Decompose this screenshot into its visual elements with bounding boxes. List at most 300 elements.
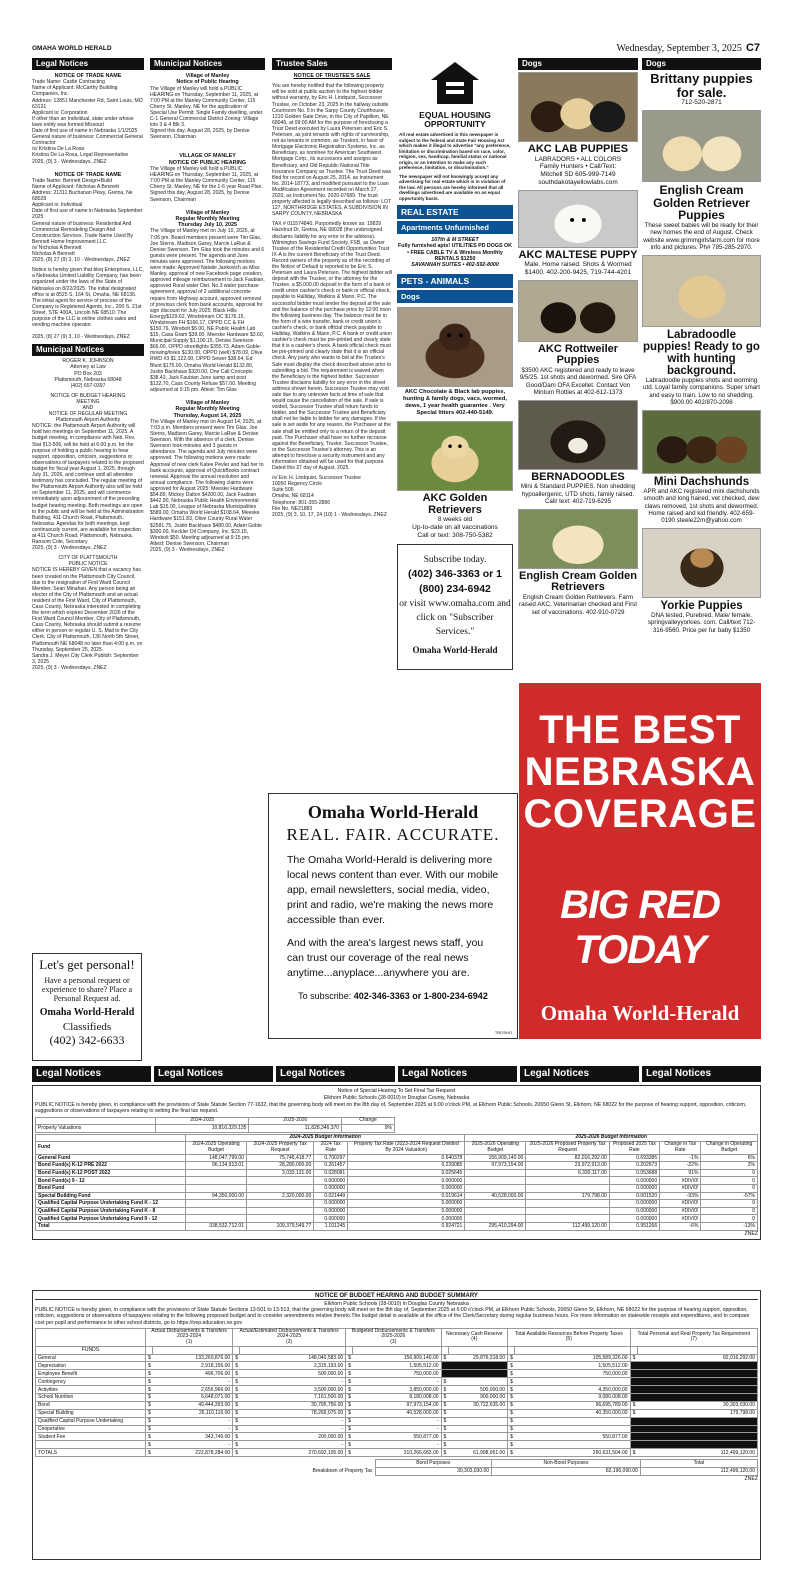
table-cell: 0.924721 bbox=[348, 1222, 465, 1230]
table-cell: 97,973,154.00 bbox=[465, 1162, 526, 1170]
table-cell: 6% bbox=[701, 1154, 758, 1162]
table-row bbox=[36, 1215, 758, 1223]
dog-photo-golden-puppies bbox=[642, 110, 761, 182]
table-cell: 30,722,635.00 bbox=[448, 1401, 507, 1409]
promo-subscribe: To subscribe: 402-346-3363 or 1-800-234-6942 bbox=[298, 991, 488, 1001]
table-row bbox=[36, 1200, 758, 1208]
table-cell: -6% bbox=[660, 1222, 701, 1230]
table-cell: 3,850,000.00 bbox=[353, 1386, 441, 1394]
table-cell bbox=[186, 1177, 247, 1185]
table-cell: 0.000000 bbox=[348, 1184, 465, 1192]
section-header-dogs: Dogs bbox=[642, 58, 761, 70]
table-cell: Activities bbox=[36, 1386, 146, 1394]
table-row: Student Fee $ 343,746.00 $ 200,000.00 $ 550,877.00 $ $ 550,877.00 $ bbox=[36, 1433, 758, 1441]
notice-title: NOTICE OF TRUSTEE'S SALE bbox=[293, 73, 371, 79]
table-cell: 0.693385 bbox=[609, 1154, 659, 1162]
table-row: General $ 133,260,876.00 $ 148,040,583.00 $ 156,909,140.00 $ 29,876,318.00 $ 105,589,326.00 $ 82,016,292.00 bbox=[36, 1354, 758, 1362]
table-cell: -1% bbox=[660, 1154, 701, 1162]
table-cell: 82,016,292.00 bbox=[526, 1154, 609, 1162]
table-cell bbox=[246, 1200, 313, 1208]
notice-text: The Village of Manley met on August 14, 2025, at 7:03 p.m. Members present were Tim Glas, Joe Sterns, Madison Garey, Marcie LaRue & Denise Swenson. With the absence of a clerk, Denise Swenson took minutes and 3 guests in attendance. The agenda and July minutes were approved. The following motions were made: Approval of new clerk Katee Pevler and had her to bank accounts, approval of QuickBooks contract renewal. Approval the annual resolution and annual compliance. The following claims were approved for August 2025: Meeske Hardware $54.89, Mickey Dalton $4200.00, Jack Faubian $442.90, Nebraska Public Health Environmental Lab $15.00, League of Nebraska Municipalities $589.00, Omaha World Herald $108.64, Meeske Hardware $151.83, Olive County Rural Water $2581.75, Justin Backhaus $480.00, Adam Goble $300.00, Keckler Oil Company, Inc. $23.15, Wirebolt $50. Meeting adjourned at 9:15 pm. Attest: Denise Swenson, Chairman 2025, (9) 3 - Wednesdays, ZNEZ bbox=[150, 418, 264, 553]
dog-ad-text: Male. Home raised. Shots & Wormed $1400. 402-200-9425, 719-744-4201 bbox=[524, 261, 632, 277]
table-cell: 23,972,913.00 bbox=[526, 1162, 609, 1170]
subscription-promo bbox=[268, 793, 518, 1039]
table-cell: 0.000000 bbox=[348, 1200, 465, 1208]
dog-photo-maltese bbox=[518, 190, 638, 248]
table-row bbox=[36, 1184, 758, 1192]
table-cell: 91% bbox=[660, 1169, 701, 1177]
table-cell bbox=[526, 1177, 609, 1185]
table-header: 2024 Tax Rate bbox=[314, 1142, 348, 1154]
table-cell: 295,410,294.00 bbox=[465, 1222, 526, 1230]
table-cell: 550,877.00 bbox=[353, 1433, 441, 1441]
table-cell: 179,798.00 bbox=[637, 1409, 757, 1417]
notice-title: Village of Manley Notice of Public Hearing bbox=[176, 73, 239, 86]
table-cell bbox=[186, 1207, 247, 1215]
dog-ad-title: Brittany puppies for sale. bbox=[650, 71, 753, 100]
table-cell: 97,973,154.00 bbox=[353, 1401, 441, 1409]
table-cell bbox=[637, 1433, 757, 1441]
apartment-ad: 107th & M STREET Fully furnished apts! UTILITIES PD DOGS OK • FREE CABLE TV & Wireless Monthly RENTALS $1250 SAVANNAH SUITES • 402-592-8000 bbox=[398, 237, 512, 269]
table-cell: 30,795,756.00 bbox=[240, 1401, 346, 1409]
table-cell: 0.700297 bbox=[314, 1154, 348, 1162]
table-cell bbox=[246, 1184, 313, 1192]
omaha-logo: Omaha World-Herald bbox=[307, 802, 479, 822]
table-cell: 2,918,156.00 bbox=[153, 1362, 233, 1370]
table-cell: 0.951266 bbox=[609, 1222, 659, 1230]
table-cell: 112,499,120.00 bbox=[526, 1222, 609, 1230]
table-cell: 28,280,000.00 bbox=[246, 1162, 313, 1170]
table-cell: 0.000000 bbox=[314, 1184, 348, 1192]
tax-notice-subtitle: Elkhorn Public Schools (28-0010) in Douglas County, Nebraska bbox=[323, 1094, 470, 1101]
table-cell: 200,000.00 bbox=[240, 1433, 346, 1441]
table-cell: 500,000.00 bbox=[448, 1386, 507, 1394]
table-cell: - bbox=[240, 1378, 346, 1386]
tax-hearing-notice bbox=[32, 1085, 761, 1240]
section-header-municipal-notices: Municipal Notices bbox=[150, 58, 265, 70]
table-cell: - bbox=[353, 1425, 441, 1433]
table-cell: 0.000000 bbox=[348, 1177, 465, 1185]
equal-housing-text: The newspaper will not knowingly accept any advertising for real estate which is in violation of the law. All persons are hereby informed that all dwellings advertised are available on an equal opportunity basis. bbox=[399, 173, 506, 201]
table-header: 2025-2026 Proposed Property Tax Request bbox=[526, 1142, 609, 1154]
table-cell: 3,033,131.00 bbox=[246, 1169, 313, 1177]
budget-title: NOTICE OF BUDGET HEARING AND BUDGET SUMMARY bbox=[35, 1293, 758, 1300]
table-cell bbox=[448, 1425, 507, 1433]
dog-ad-text: 712-520-2871 bbox=[681, 99, 722, 107]
promo-body: And with the area's largest news staff, you can trust our coverage of the real news anytime...anyplace...anywhere you are. bbox=[287, 937, 484, 979]
table-cell bbox=[246, 1207, 313, 1215]
table-cell: 30,303,030.00 bbox=[637, 1401, 757, 1409]
table-cell: 900,000.00 bbox=[448, 1394, 507, 1402]
subscribe-box bbox=[397, 544, 513, 670]
notice-text: The Village of Manley met on July 10, 2025, at 7:06 pm. Board members present were Tim Glas, Joe Sterns, Madison Garey, Marcie LaRue & Denise Swenson. Tim Glas took the minutes and 6 guests were present. The agenda and June minutes were approved. The following motions were made: Approved Natalie Jankovich as Miss Manley, approval of new Facebook page creation, approved mileage reimbursement to Jack Faubian, approved Rural water Dist. No.3 water purchase agreement, approval of 2 additional concrete repairs from Highway account, approved removal of previous clerk from bank accounts, approval for sign discount for July 2025: Black Hills Energy$129.62, Windstream OC $176.15, Windstream FH $166.17, OPPD CC & FH $150.76, Wirebolt $5.00, NE Public Health Lab $15, Casa Gram $39.00, Meeske Hardware $3.60, Municipal Supply $1,100.15, Denise Swenson $66.00, OPPD streetlights $355.73, Adam Goble-mowing/trees $130.00, OPPD (well) $78.09, Olive RWD #3 $1,122.00, OPPD Sewer $38.64, Ed Blunt $175.00, Omaha World Herald $132.80, Justin Backhaus $320.00, One Call Concepts $38.43, Jack Faubian June samp and post $132.70, Cass County Refuse $57.00. Meeting adjourned at 9:15 pm. Attest: Tim Glas bbox=[150, 228, 267, 393]
equal-housing-text: All real estate advertised in this newspaper is subject to the federal and state Fair Housing Act which makes it illegal to advertise "any preference, limitation or discrimination based on race, color, religion, sex, handicap, familial status or national origin, or an intention to make any such preference, limitation, or discrimination." bbox=[399, 132, 511, 170]
table-cell: 156,909,140.00 bbox=[353, 1354, 441, 1362]
table-cell bbox=[246, 1177, 313, 1185]
section-header-trustee-sales: Trustee Sales bbox=[272, 58, 392, 70]
table-cell: 0 bbox=[701, 1200, 758, 1208]
dog-ad-title: AKC Rottweiler Puppies bbox=[537, 342, 619, 367]
table-cell: Cooperative bbox=[36, 1425, 146, 1433]
table-cell: 8,180,008.00 bbox=[353, 1394, 441, 1402]
section-header-legal-notices: Legal Notices bbox=[154, 1066, 273, 1082]
table-cell bbox=[465, 1215, 526, 1223]
table-cell: - bbox=[153, 1441, 233, 1449]
table-cell bbox=[515, 1378, 630, 1386]
table-cell bbox=[186, 1184, 247, 1192]
dog-ad-text: LABRADORS • ALL COLORS Family Hunters • Call/Text: Mitchell SD 605-999-7149 southdakotayellowlabs.com bbox=[534, 155, 622, 186]
table-cell: 0.000000 bbox=[609, 1177, 659, 1185]
table-cell: 6,648,071.00 bbox=[153, 1394, 233, 1402]
table-cell bbox=[448, 1433, 507, 1441]
table-cell: 0.000000 bbox=[348, 1207, 465, 1215]
page-number: C7 bbox=[745, 42, 760, 54]
table-cell: 0 bbox=[701, 1184, 758, 1192]
table-cell: TOTALS bbox=[36, 1449, 146, 1457]
table-cell: - bbox=[353, 1417, 441, 1425]
table-row: Depreciation $ 2,918,156.00 $ 2,315,193.00 $ 1,505,512.00 $ $ 1,505,512.00 $ bbox=[36, 1362, 758, 1370]
notice-text: NOTICE IS HEREBY GIVEN that a vacancy has been created on the Plattsmouth City Council, due to the resignation of First Ward Council Member, Sean Minahan. Any person being an elector of the City of Plattsmouth and an actual resident of the First Ward, City of Plattsmouth, Cass County, Nebraska interested in completing the term which expires December 2026 of the First Ward Council Member, City of Plattsmouth, Cass County, Nebraska should submit a resume either in person or regular U. S. Mail to the City Clerk, City of Plattsmouth, 136 North 5th Street, Plattsmouth NE 68048 no later than 4:00 p.m. on Thursday, September 25, 2025. Sandra J. Meyer City Clerk Publish: September 3, 2025 2025, (9) 3 - Wednesdays, ZNEZ bbox=[32, 567, 143, 671]
table-cell bbox=[637, 1417, 757, 1425]
table-cell bbox=[465, 1207, 526, 1215]
dog-ad-title: English Cream Golden Retriever Puppies bbox=[653, 183, 750, 223]
table-cell: 75,746,418.77 bbox=[246, 1154, 313, 1162]
table-cell: 343,746.00 bbox=[153, 1433, 233, 1441]
table-cell bbox=[526, 1215, 609, 1223]
table-cell bbox=[526, 1207, 609, 1215]
table-cell bbox=[465, 1200, 526, 1208]
table-row: Employee Benefit $ 496,706.00 $ 500,000.00 $ 750,000.00 $ $ 750,000.00 $ bbox=[36, 1370, 758, 1378]
table-cell: 133,260,876.00 bbox=[153, 1354, 233, 1362]
table-cell bbox=[637, 1370, 757, 1378]
table-cell: 112,499,120.00 bbox=[637, 1449, 757, 1457]
table-cell: 94,350,000.00 bbox=[186, 1192, 247, 1200]
dog-ad-chocolate-lab: AKC Chocolate & Black lab puppies, hunting & family dogs, vacs, wormed, dews, 1 year health guarantee . Very Special litters 402-440-5149. bbox=[402, 389, 508, 417]
section-header-legal-notices: Legal Notices bbox=[642, 1066, 761, 1082]
section-header-municipal-notices: Municipal Notices bbox=[32, 344, 144, 356]
table-cell: 49,444,393.00 bbox=[153, 1401, 233, 1409]
table-row bbox=[36, 1154, 758, 1162]
dog-ad-title: BERNADOODLES bbox=[531, 470, 625, 483]
table-cell: - bbox=[153, 1425, 233, 1433]
table-header: 2024-2025 Operating Budget bbox=[186, 1142, 247, 1154]
dog-ad-text: Labradoodle puppies shots and worming utd. Loyal family companions. Super smart and easy to train. Low to no shedding. $900.00 402/870-2098 bbox=[643, 376, 760, 407]
table-cell: 0 bbox=[701, 1207, 758, 1215]
personal-ad bbox=[32, 953, 142, 1061]
table-cell: 0.000000 bbox=[348, 1215, 465, 1223]
budget-summary-table bbox=[35, 1328, 758, 1457]
table-cell: - bbox=[240, 1425, 346, 1433]
dog-ad-text: $3500 AKC registered and ready to leave 9/5/25. 1st shots and dewormed. Sire OFA Good/Dam OFA Excellet. Contact Von Minturn Rotties at 402-612-1373 bbox=[519, 366, 637, 397]
table-cell: 0 bbox=[701, 1177, 758, 1185]
personal-ad-text: Have a personal request or experience to share? Place a Personal Request ad. bbox=[41, 976, 133, 1003]
table-row bbox=[36, 1222, 758, 1230]
dog-photo-yorkie bbox=[642, 528, 761, 598]
table-cell: #DIV/0! bbox=[660, 1177, 701, 1185]
dog-ad-title: AKC MALTESE PUPPY bbox=[518, 248, 638, 261]
notice-text: The Village of Manley will hold a PUBLIC HEARING on Thursday, September 11, 2025, at 7:00 PM at the Manley Community Center, 115 Cherry St. Manley, NE for the application of Special Use Permit; Single Family dwelling, under C-1 General Commercial District Zoning: Village lots 3 & 4 Blk 3. Signed this day, August 28, 2025, by Denise Swenson, Chairman bbox=[150, 85, 263, 141]
table-cell: -13% bbox=[701, 1222, 758, 1230]
notice-text: ROGER K. JOHNSON Attorney at Law PO Box 203 Plattsmouth, Nebraska 68048 (402) 657-0397 bbox=[54, 358, 122, 389]
table-row bbox=[36, 1207, 758, 1215]
table-cell: 270,692,105.00 bbox=[240, 1449, 346, 1457]
table-cell: - bbox=[353, 1441, 441, 1449]
notice-text: Trade Name: Castle Contracting Name of Applicant: McCarthy Building Companies, Inc. Address: 12851 Manchester Rd, Saint Louis, MO 63131 Applicant is: Corporation If other than an Individual, state under whose laws entity was formed Missouri Date of first use of name in Nebraska 1/1/2025 General nature of business: Commercial General Contractor /s/ Kristina De La Rosa Kristina De La Rosa, Legal Representative 2025, (9) 3 - Wednesdays, ZNEZ bbox=[32, 79, 143, 165]
table-cell: 0.025645 bbox=[348, 1169, 465, 1177]
promo-body: The Omaha World-Herald is delivering more local news content than ever. With our mobile app, email newsletters, social media, video, print and radio, we're making the news more accessible than ever. bbox=[287, 854, 499, 926]
personal-ad-title: Let's get personal! bbox=[39, 957, 135, 972]
tax-notice-title: Notice of Special Hearing To Set Final Tax Request bbox=[337, 1088, 456, 1094]
red-ad-slogan: BIG RED TODAY bbox=[560, 883, 720, 972]
table-cell: -93% bbox=[660, 1192, 701, 1200]
section-header-apartments: Apartments Unfurnished bbox=[397, 221, 513, 234]
column-dogs-2 bbox=[642, 58, 761, 680]
table-cell: 0.239085 bbox=[348, 1162, 465, 1170]
classifieds-phone: (402) 342-6633 bbox=[49, 1033, 125, 1047]
notice-title: CITY OF PLATTSMOUTH PUBLIC NOTICE bbox=[58, 555, 118, 568]
column-trustee-sales bbox=[272, 58, 392, 788]
table-cell: #DIV/0! bbox=[660, 1215, 701, 1223]
dog-ad-title: Yorkie Puppies bbox=[660, 599, 743, 612]
table-cell: 96,695,789.00 bbox=[515, 1401, 630, 1409]
dog-ad-text: DNA tested, Purebred. Male/ female. springvalleyyorkies. com. Call/text 712-316-9560. Price per fur baby $1350 bbox=[647, 611, 756, 634]
table-cell: 0.001520 bbox=[609, 1192, 659, 1200]
table-header: Fund bbox=[36, 1142, 186, 1154]
table-cell bbox=[448, 1370, 507, 1378]
dog-ad-title: AKC LAB PUPPIES bbox=[527, 143, 629, 155]
dog-photo-chocolate-lab bbox=[397, 307, 513, 387]
table-cell: 0 bbox=[701, 1215, 758, 1223]
table-cell: 0.028081 bbox=[314, 1169, 348, 1177]
table-cell: Special Building bbox=[36, 1409, 146, 1417]
equal-housing-icon bbox=[429, 60, 481, 106]
table-cell bbox=[637, 1378, 757, 1386]
table-cell bbox=[246, 1215, 313, 1223]
table-cell bbox=[515, 1441, 630, 1449]
dog-ad-title: AKC Golden Retrievers bbox=[422, 492, 488, 516]
budget-subtitle: Elkhorn Public Schools (28-0010) in Douglas County Nebraska bbox=[324, 1301, 469, 1307]
table-row: Activities $ 2,656,966.00 $ 3,500,000.00 $ 3,850,000.00 $ 500,000.00 $ 4,350,000.00 $ bbox=[36, 1386, 758, 1394]
dog-ad-text: 8 weeks old Up-to-date on all vaccinations Call or text: 308-750-5382 bbox=[412, 516, 498, 539]
classifieds-label: Classifieds bbox=[62, 1021, 112, 1033]
table-row bbox=[36, 1177, 758, 1185]
table-header bbox=[36, 1328, 146, 1346]
table-cell: 2,315,193.00 bbox=[240, 1362, 346, 1370]
table-cell: 0.053688 bbox=[609, 1169, 659, 1177]
table-cell: 40,528,000.00 bbox=[353, 1409, 441, 1417]
table-cell: 78,269,075.00 bbox=[240, 1409, 346, 1417]
legal-notices-bar bbox=[32, 1066, 761, 1082]
paper-name: OMAHA WORLD HERALD bbox=[32, 45, 112, 52]
table-cell bbox=[36, 1441, 146, 1449]
section-header-legal-notices: Legal Notices bbox=[32, 58, 144, 70]
table-cell: Contingency bbox=[36, 1378, 146, 1386]
table-cell: 2,320,000.00 bbox=[246, 1192, 313, 1200]
table-cell bbox=[448, 1378, 507, 1386]
table-row: School Nutrition $ 6,648,071.00 $ 7,161,500.00 $ 8,180,008.00 $ 900,000.00 $ 9,080,008.00 $ bbox=[36, 1394, 758, 1402]
table-cell: Special Building Fund bbox=[36, 1192, 186, 1200]
notice-title: VILLAGE OF MANLEY NOTICE OF PUBLIC HEARING bbox=[168, 153, 247, 166]
table-cell: 148,047,799.00 bbox=[186, 1154, 247, 1162]
table-cell bbox=[515, 1425, 630, 1433]
table-header: Actual Disbursements & Transfers 2023-2024 (1) bbox=[146, 1328, 233, 1346]
notice-code: ZNEZ bbox=[744, 1475, 758, 1482]
table-cell: 750,000.00 bbox=[353, 1370, 441, 1378]
omaha-logo: Omaha World-Herald bbox=[412, 644, 498, 655]
table-cell: #DIV/0! bbox=[660, 1200, 701, 1208]
table-header: Change in Operating Budget bbox=[701, 1142, 758, 1154]
table-row: TOTALS $ 222,878,284.00 $ 270,692,105.00 $ 310,266,683.00 $ 61,998,951.00 $ 260,631,504.00 $ 112,499,120.00 bbox=[36, 1449, 758, 1457]
notice-title: NOTICE OF BUDGET HEARING MEETING AND NOTICE OF REGULAR MEETING Plattsmouth Airport Authority bbox=[48, 392, 128, 424]
table-cell: 0.000000 bbox=[609, 1215, 659, 1223]
notice-text: NOTICE: the Plattsmouth Airport Authority will hold two meetings on September 11, 2025. A budget meeting, in compliance with Neb. Rev. Stat §13-506, will be held at 6:00 p.m. for the purpose of holding a public hearing to hear support, opposition, criticism, suggestions or observations of taxpayers related to the proposed budget for fiscal year August 1, 2025, through July 31, 2026, and continue until all attendee testimony has concluded. The regular meeting of the Plattsmouth Airport Authority also will be held on September 11, 2025, and will commence immediately upon adjournment of the preceding budget hearing meeting. Both meetings are open to the public and will be held at the Administration Building, 411 Church Road, Plattsmouth, Nebraska. Agendas for both meetings, kept continuously current, are available for inspection at 411 Church Road, Plattsmouth, Nebraska. Ransom Cole, Secretary 2025, (9) 3 - Wednesdays, ZNEZ bbox=[32, 423, 144, 552]
table-cell: 7,161,500.00 bbox=[240, 1394, 346, 1402]
table-cell: - bbox=[240, 1441, 346, 1449]
table-cell bbox=[637, 1441, 757, 1449]
table-cell: - bbox=[153, 1378, 233, 1386]
table-cell: 0.202673 bbox=[609, 1162, 659, 1170]
table-cell: 550,877.00 bbox=[515, 1433, 630, 1441]
dog-photo-labradoodle bbox=[642, 255, 761, 327]
table-cell: -57% bbox=[701, 1192, 758, 1200]
table-cell: 6,330,117.00 bbox=[526, 1169, 609, 1177]
equal-housing-title: EQUAL HOUSING OPPORTUNITY bbox=[419, 110, 491, 129]
table-header: Actual/Estimated Disbursements & Transfers 2024-2025 (2) bbox=[233, 1328, 346, 1346]
section-header-real-estate: REAL ESTATE bbox=[397, 205, 513, 219]
table-cell: Qualified Capital Purpose Undertaking Fund K - 8 bbox=[36, 1207, 186, 1215]
table-cell: 310,266,683.00 bbox=[353, 1449, 441, 1457]
funds-label: FUNDS bbox=[36, 1346, 146, 1354]
table-cell bbox=[526, 1200, 609, 1208]
table-cell: 500,000.00 bbox=[240, 1370, 346, 1378]
equal-housing-box bbox=[397, 58, 513, 203]
table-row: Qualified Capital Purpose Undertaking $ - $ - $ - $ $ $ bbox=[36, 1417, 758, 1425]
table-cell: 96,134,913.01 bbox=[186, 1162, 247, 1170]
section-header-legal-notices: Legal Notices bbox=[398, 1066, 517, 1082]
table-cell: 0.640378 bbox=[348, 1154, 465, 1162]
table-cell: 26,110,116.00 bbox=[153, 1409, 233, 1417]
table-cell bbox=[186, 1215, 247, 1223]
column-municipal-notices bbox=[150, 58, 265, 788]
table-cell: 9,080,008.00 bbox=[515, 1394, 630, 1402]
notice-title: Village of Manley Regular Monthly Meeting Thursday July 10, 2025 bbox=[175, 209, 240, 229]
table-cell: 105,589,326.00 bbox=[515, 1354, 630, 1362]
table-cell: 0.021449 bbox=[314, 1192, 348, 1200]
dog-photo-dachshund bbox=[642, 410, 761, 474]
table-cell: 1.011245 bbox=[314, 1222, 348, 1230]
table-cell: 260,631,504.00 bbox=[515, 1449, 630, 1457]
table-cell: -22% bbox=[660, 1162, 701, 1170]
column-legal-notices bbox=[32, 58, 144, 948]
section-header-legal-notices: Legal Notices bbox=[520, 1066, 639, 1082]
table-cell: 0.000000 bbox=[314, 1215, 348, 1223]
dog-ad-text: These sweet babies will be ready for their new homes the end of August. Check website www.grimmgirlsfarm.com for more info and pictures. Ph# 785-285-2970. bbox=[643, 221, 760, 252]
table-cell: 3,500,000.00 bbox=[240, 1386, 346, 1394]
notice-code: ZNEZ bbox=[744, 1230, 758, 1237]
property-valuation-table: 2024-2025 2025-2026 Change Property Valuations 10,816,329,135 11,828,346,370 9% bbox=[35, 1117, 395, 1133]
table-header: Total Available Resources Before Property Taxes (5) bbox=[508, 1328, 630, 1346]
table-cell: 61,998,951.00 bbox=[448, 1449, 507, 1457]
table-row bbox=[36, 1162, 758, 1170]
table-cell: 222,878,284.00 bbox=[153, 1449, 233, 1457]
table-cell: - bbox=[240, 1417, 346, 1425]
table-cell: 82,016,292.00 bbox=[637, 1354, 757, 1362]
notice-text: TAX # 011574840. Purportedly known as: 19829 Hazelnut Dr, Gretna, NE 68028 (the undersigned disclaims liability for any error in the address). Wilmington Savings Fund Society, FSB, as Owner Trustee of the Residential Credit Opportunities Trust IX-A is the current Beneficiary of the Trust Deed. Record owners of the property as of the recording of the Notice of Default is reported to be Eric S. Petersen and Laura Petersen. The highest bidder will deposit with the Trustee, or the attorney for the Trustee, a $5,000.00 deposit in the form of a bank or credit union cashier's check or bank or official check, payable to Halliday, Watkins & Mann, P.C. The successful bidder must tender the deposit at the sale and the balance of the purchase price by 12:00 noon the following business day. The balance must be in the form of a wire transfer, bank or credit union's cashier's check, or bank official check payable to Halliday, Watkins & Mann, P.C. A bank or credit union cashier's check must be pre-printed and clearly state that it is a cashier's check. A bank official check must be pre-printed and clearly state that it is an official check. Any party who wants to bid at the Trustee's Sale must display the check described above prior to submitting a bid. The requirement is waived when the Beneficiary is the highest bidder. Successor Trustee disclaims liability for any error in the street address shown herein. Successor Trustee may void sale due to any unknown facts at time of sale that would cause the cancellation of the sale. If sale is voided, Successor Trustee shall return funds to bidder, and the Successor Trustee and Beneficiary shall not be liable to bidder for any damages. If the sale is set aside for any reason, the Purchaser at the sale shall be entitled only to a return of the deposit paid. The Purchaser shall have no further recourse against the Beneficiary, Trustor, Successor Trustee, or the Successor Trustee's attorney. This is an attempt to foreclose a security instrument and any information obtained will be used for that purpose. Dated this 27 day of August, 2025. bbox=[272, 221, 394, 472]
table-cell: General Fund bbox=[36, 1154, 186, 1162]
table-cell: 496,706.00 bbox=[153, 1370, 233, 1378]
section-header-legal-notices: Legal Notices bbox=[32, 1066, 151, 1082]
table-cell: 0.000000 bbox=[314, 1207, 348, 1215]
table-cell: - bbox=[353, 1378, 441, 1386]
dog-photo-english-cream bbox=[518, 509, 638, 569]
dog-photo-golden-retriever bbox=[397, 421, 513, 491]
dog-ad-text: APR and AKC registered mini dachshunds smooth and long haired, vet checked, dew claws removed, 1st shots and dewormed. Home raised and kid friendly. 402-659-0190 steele22m@yahoo.com bbox=[643, 487, 760, 525]
table-cell bbox=[448, 1417, 507, 1425]
table-header: Property Tax Rate (2023-2024 Request Divided By 2024 Valuation) bbox=[348, 1142, 465, 1154]
table-cell: Qualified Capital Purpose Undertaking bbox=[36, 1417, 146, 1425]
dog-ad-title: Labradoodle puppies! Ready to go with hunting background. bbox=[643, 328, 760, 377]
table-cell: 338,532,712.01 bbox=[186, 1222, 247, 1230]
table-cell: 29,876,318.00 bbox=[448, 1354, 507, 1362]
table-cell: 1,505,512.00 bbox=[353, 1362, 441, 1370]
table-header: Budgeted Disbursements & Transfers 2025-2026 (3) bbox=[346, 1328, 441, 1346]
table-header: 2025-2026 Operating Budget bbox=[465, 1142, 526, 1154]
table-cell: 179,798.00 bbox=[526, 1192, 609, 1200]
table-header: 2024-2025 Property Tax Request bbox=[246, 1142, 313, 1154]
subscribe-phone: (402) 346-3363 or 1 (800) 234-6942 bbox=[408, 567, 502, 595]
table-cell: 2% bbox=[701, 1162, 758, 1170]
table-cell: 40,350,000.00 bbox=[515, 1409, 630, 1417]
table-header: Proposed 2025 Tax Rate bbox=[609, 1142, 659, 1154]
table-cell: 148,040,583.00 bbox=[240, 1354, 346, 1362]
table-row: Bond $ 49,444,393.00 $ 30,795,756.00 $ 97,973,154.00 $ 30,722,635.00 $ 96,695,789.00 $ 30,303,030.00 bbox=[36, 1401, 758, 1409]
promo-code: TROSHO bbox=[494, 1030, 512, 1035]
table-cell bbox=[448, 1362, 507, 1370]
budget-summary-notice bbox=[32, 1290, 761, 1560]
section-header-legal-notices: Legal Notices bbox=[276, 1066, 395, 1082]
tax-notice-text: PUBLIC NOTICE is hereby given, in compliance with the provisions of State Statute Section 77-1632, that the governing body will meet on the 8th day of, September 2025 at 6:00 o'clock PM, at Elkhorn Public Schools, 20650 Glenn St, Elkhorn, NE 68022 for the purpose of hearing support, opposition, criticism, suggestions or observations of taxpayers relating to setting the final tax request. bbox=[35, 1102, 747, 1115]
table-cell: Bond Fund(s) K-12 PRE 2022 bbox=[36, 1162, 186, 1170]
table-header: Change in Tax Rate bbox=[660, 1142, 701, 1154]
table-cell bbox=[526, 1184, 609, 1192]
page-header bbox=[32, 42, 760, 54]
table-cell: 0.261457 bbox=[314, 1162, 348, 1170]
table-cell bbox=[637, 1386, 757, 1394]
table-cell: Bond Fund bbox=[36, 1184, 186, 1192]
notice-title: NOTICE OF TRADE NAME bbox=[54, 171, 122, 178]
table-header: Total Personal and Real Property Tax Requirement (7) bbox=[630, 1328, 757, 1346]
dog-photo-lab-puppies bbox=[518, 72, 638, 142]
property-tax-breakdown: Bond Purposes Non-Bond Purposes Total Breakdown of Property Tax 30,303,030.00 82,196,090.00 112,499,120.00 bbox=[35, 1459, 758, 1476]
section-header-pets: PETS - ANIMALS bbox=[397, 274, 513, 288]
dog-ad-text: English Cream Golden Retrievers. Farm raised AKC, Veterinarian checked and First set of vaccinations. 402-910-0729 bbox=[519, 593, 637, 616]
table-cell: Qualified Capital Purpose Undertaking Fund 9 - 12 bbox=[36, 1215, 186, 1223]
best-nebraska-coverage-ad bbox=[519, 683, 761, 1039]
table-cell: 2,656,966.00 bbox=[153, 1386, 233, 1394]
dog-photo-bernadoodle bbox=[518, 400, 638, 470]
notice-text: Notice is hereby given that bloq Enterprises, LLC, a Nebraska Limited Liability Company, has been organized under the laws of the State of Nebraska on 8/22/2025. The initial designated office is at 8525 S. 164 St, Omaha, NE 68136. The initial agent for service of process of the Company is Registered Agents, Inc., 200 S. 21st Street, STE 400A, Lincoln NE 68510. The purpose of the LLC is online clothes sales and vending machine operator. 2025, (8) 27 (9) 3, 10 - Wednesdays, ZNEZ bbox=[32, 267, 144, 341]
table-cell: Total bbox=[36, 1222, 186, 1230]
omaha-logo: Omaha World-Herald bbox=[540, 1001, 740, 1025]
table-cell bbox=[515, 1417, 630, 1425]
red-ad-headline: THE BEST NEBRASKA COVERAGE bbox=[523, 708, 757, 836]
table-cell: General bbox=[36, 1354, 146, 1362]
dog-ad-text: Mini & Standard PUPPIES. Non shedding hypoallergenic, UTD shots, family raised. Call/ text: 402-719-6295 bbox=[520, 483, 636, 506]
table-cell: 0.000000 bbox=[609, 1207, 659, 1215]
notice-title: Village of Manley Regular Monthly Meeting Thursday, August 14, 2025 bbox=[173, 400, 242, 419]
table-row: Contingency $ - $ - $ - $ $ $ bbox=[36, 1378, 758, 1386]
table-cell bbox=[637, 1394, 757, 1402]
